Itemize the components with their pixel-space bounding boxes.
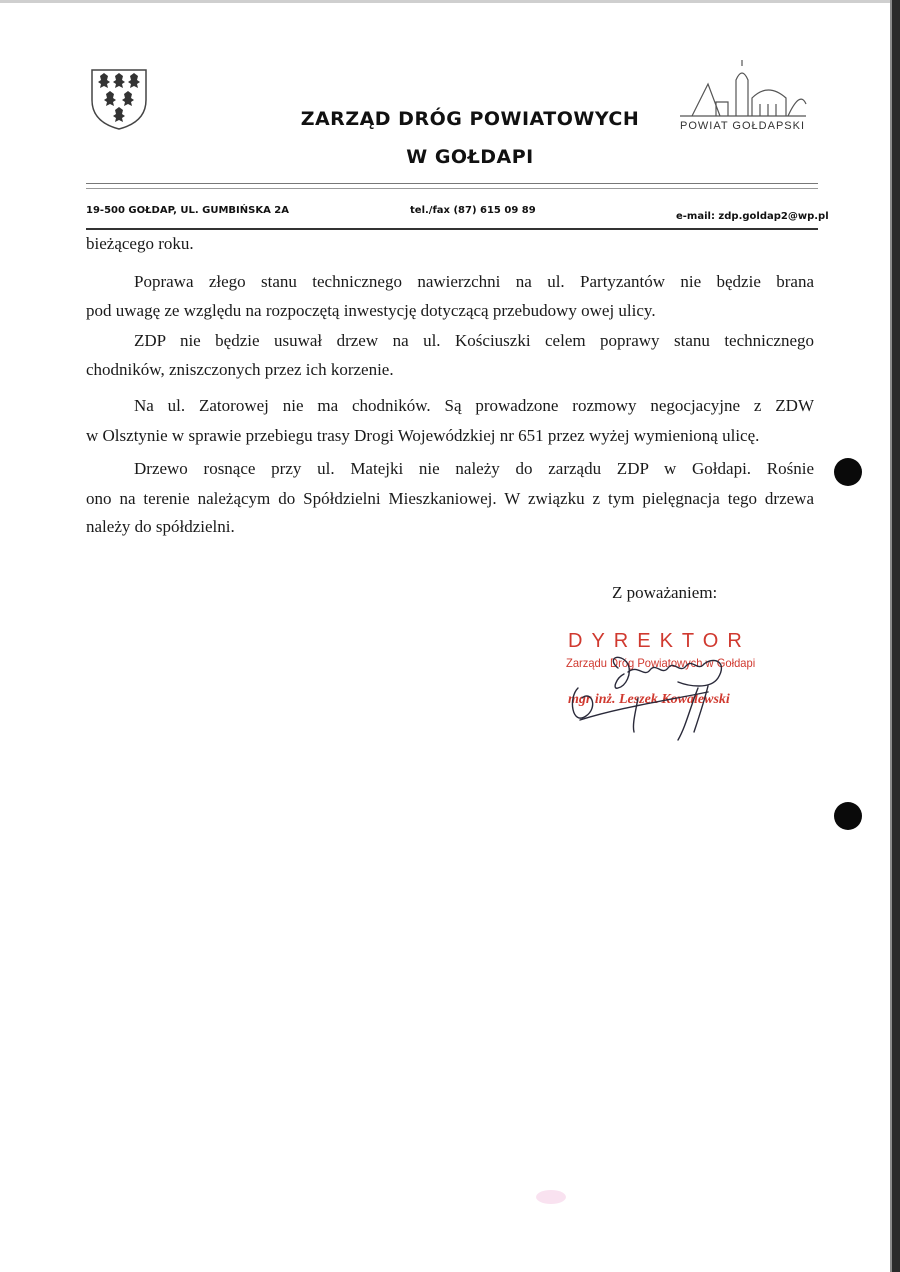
scan-right-edge bbox=[892, 0, 900, 1272]
handwritten-signature bbox=[558, 628, 778, 748]
header-rule-bottom bbox=[86, 228, 818, 230]
punch-hole bbox=[834, 802, 862, 830]
header-rule-top bbox=[86, 183, 818, 184]
body-line-8: Drzewo rosnące przy ul. Matejki nie należy do zarządu ZDP w Gołdapi. Rośnie bbox=[134, 459, 814, 478]
letterhead-subtitle: W GOŁDAPI bbox=[406, 146, 534, 168]
body-line-10: należy do spółdzielni. bbox=[86, 517, 235, 536]
body-line-3: pod uwagę ze względu na rozpoczętą inwestycję dotyczącą przebudowy owej ulicy. bbox=[86, 301, 656, 320]
body-line-7: w Olsztynie w sprawie przebiegu trasy Drogi Wojewódzkiej nr 651 przez wyżej wymienioną ulicę. bbox=[86, 426, 760, 445]
body-line-6: Na ul. Zatorowej nie ma chodników. Są prowadzone rozmowy negocjacyjne z ZDW bbox=[134, 396, 814, 415]
header-rule-top-thin bbox=[86, 188, 818, 189]
body-line-1: bieżącego roku. bbox=[86, 234, 194, 253]
body-line-2: Poprawa złego stanu technicznego nawierzchni na ul. Partyzantów nie będzie brana bbox=[134, 272, 814, 291]
body-line-9: ono na terenie należącym do Spółdzielni Mieszkaniowej. W związku z tym pielęgnacja tego drzewa bbox=[86, 489, 814, 508]
scan-top-edge bbox=[0, 0, 900, 3]
ink-smudge bbox=[536, 1190, 566, 1204]
email-text: e-mail: zdp.goldap2@wp.pl bbox=[676, 211, 829, 222]
stamp-title: DYREKTOR bbox=[568, 630, 751, 652]
stamp-organization: Zarządu Dróg Powiatowych w Gołdapi bbox=[566, 656, 756, 670]
closing-salutation: Z poważaniem: bbox=[612, 583, 718, 602]
phone-text: tel./fax (87) 615 09 89 bbox=[410, 205, 536, 216]
punch-hole bbox=[834, 458, 862, 486]
logo-caption: POWIAT GOŁDAPSKI bbox=[680, 120, 806, 132]
address-text: 19-500 GOŁDAP, UL. GUMBIŃSKA 2A bbox=[86, 205, 289, 216]
stamp-name: mgr inż. Leszek Kowalewski bbox=[568, 692, 730, 707]
body-line-5: chodników, zniszczonych przez ich korzenie. bbox=[86, 360, 394, 379]
body-line-4: ZDP nie będzie usuwał drzew na ul. Kościuszki celem poprawy stanu technicznego bbox=[134, 331, 814, 350]
coat-of-arms-icon bbox=[88, 66, 150, 132]
letterhead-title: ZARZĄD DRÓG POWIATOWYCH bbox=[300, 108, 640, 130]
